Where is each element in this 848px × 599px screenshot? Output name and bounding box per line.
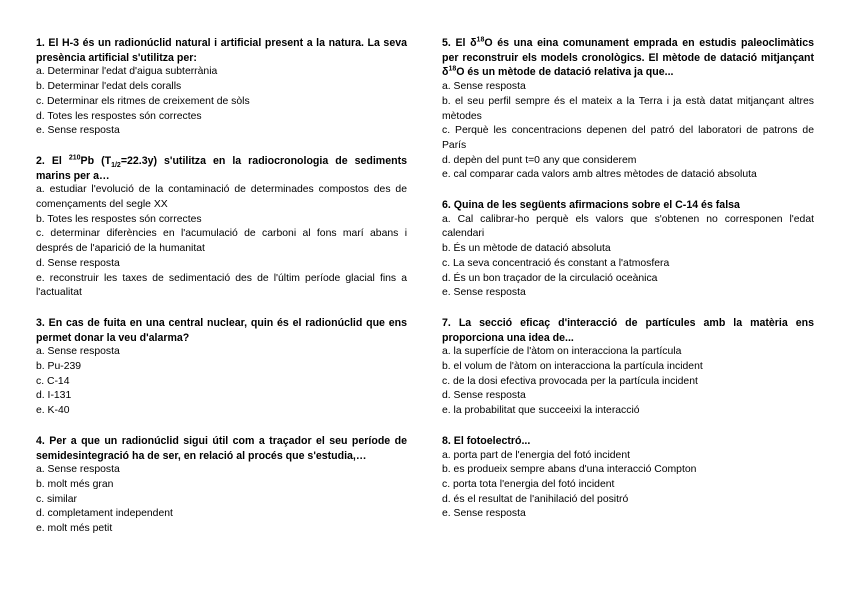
answer-option: c. similar [36, 493, 77, 505]
question-3 [36, 316, 407, 419]
question-title: 6. Quina de les següents afirmacions sobre el C-14 és falsa [442, 199, 740, 212]
answer-option: b. És un mètode de datació absoluta [442, 243, 611, 255]
answer-option: d. completament independent [36, 508, 173, 520]
answer-option: a. porta part de l'energia del fotó incident [442, 449, 630, 461]
answer-option: b. el seu perfil sempre és el mateix a la Terra i ja està datat mitjançant altres mètodes [442, 95, 814, 122]
question-title: 8. El fotoelectró... [442, 434, 531, 447]
answer-option: a. Sense resposta [36, 464, 120, 476]
answer-option: d. I-131 [36, 390, 72, 402]
right-column [442, 36, 814, 537]
question-title: 5. El $\delta^{18}O$ és una eina comunament emprada en estudis paleoclimàtics per reconstruir els models cronològics. El mètode de datació mitjançant $\delta^{18}O$ és un mètode de datació relativa ja que... [442, 36, 815, 79]
answer-option: e. molt més petit [36, 523, 113, 535]
answer-option: a. Cal calibrar-ho perquè els valors que s'obtenen no corresponen l'edat calendari [442, 213, 814, 240]
question-title: 7. La secció eficaç d'interacció de partícules amb la matèria ens proporciona una idea de... [442, 316, 814, 344]
answer-option: e. cal comparar cada valors amb altres mètodes de datació absoluta [442, 169, 757, 181]
question-title: 2. El $^{210}$Pb $(T_{1/2}=22.3y)$ s'utilitza en la radiocronologia de sediments marins per a… [36, 154, 407, 182]
answer-option: d. És un bon traçador de la circulació oceànica [442, 272, 658, 284]
question-title: 3. En cas de fuita en una central nuclear, quin és el radionúclid que ens permet donar la veu d'alarma? [36, 316, 407, 344]
answer-option: d. Sense resposta [442, 390, 526, 402]
answer-option: b. Totes les respostes són correctes [36, 213, 202, 225]
answer-option: e. reconstruir les taxes de sedimentació des de l'últim període glacial fins a l'actualitat [36, 272, 407, 299]
answer-option: c. C-14 [36, 375, 70, 387]
answer-option: b. molt més gran [36, 478, 114, 490]
answer-option: d. Sense resposta [36, 257, 120, 269]
left-column [36, 36, 407, 552]
answer-option: d. depèn del punt t=0 any que considerem [442, 154, 637, 166]
answer-option: c. Perquè les concentracions depenen del patró del laboratori de patrons de París [442, 125, 814, 151]
answer-option: e. Sense resposta [442, 508, 526, 520]
question-2 [36, 154, 407, 301]
question-6 [442, 198, 814, 301]
answer-option: b. es produeix sempre abans d'una interacció Compton [442, 464, 697, 476]
question-5 [442, 36, 814, 183]
answer-option: c. Determinar els ritmes de creixement de sòls [36, 95, 250, 107]
answer-option: a. Determinar l'edat d'aigua subterrània [36, 66, 218, 78]
answer-option: b. Pu-239 [36, 361, 82, 373]
question-1 [36, 36, 407, 139]
answer-option: e. Sense resposta [36, 125, 120, 137]
answer-option: a. la superfície de l'àtom on interacciona la partícula [442, 346, 682, 358]
answer-option: a. estudiar l'evolució de la contaminació de determinades compostos des de començaments del segle XX [36, 184, 407, 211]
answer-option: e. la probabilitat que succeeixi la interacció [442, 405, 640, 417]
question-4 [36, 434, 407, 537]
answer-option: b. el volum de l'àtom on interacciona la partícula incident [442, 361, 703, 373]
answer-option: a. Sense resposta [36, 346, 120, 358]
answer-option: e. K-40 [36, 405, 70, 417]
answer-option: d. Totes les respostes són correctes [36, 110, 202, 122]
question-8 [442, 434, 814, 522]
answer-option: c. determinar diferències en l'acumulació de carboni al fons marí abans i després de l'aparició de la humanitat [36, 228, 407, 255]
answer-option: c. La seva concentració és constant a l'atmosfera [442, 257, 670, 269]
answer-option: c. de la dosi efectiva provocada per la partícula incident [442, 375, 698, 387]
answer-option: a. Sense resposta [442, 81, 526, 93]
answer-option: d. és el resultat de l'anihilació del positró [442, 493, 629, 505]
question-7 [442, 316, 814, 419]
answer-option: c. porta tota l'energia del fotó incident [442, 478, 615, 490]
answer-option: b. Determinar l'edat dels coralls [36, 81, 182, 93]
question-title: 1. El H-3 és un radionúclid natural i artificial present a la natura. La seva presència artificial s'utilitza per: [36, 37, 407, 64]
question-title: 4. Per a que un radionúclid sigui útil com a traçador el seu període de semidesintegració ha de ser, en relació al procés que s'estudia,… [36, 434, 407, 462]
answer-option: e. Sense resposta [442, 287, 526, 299]
